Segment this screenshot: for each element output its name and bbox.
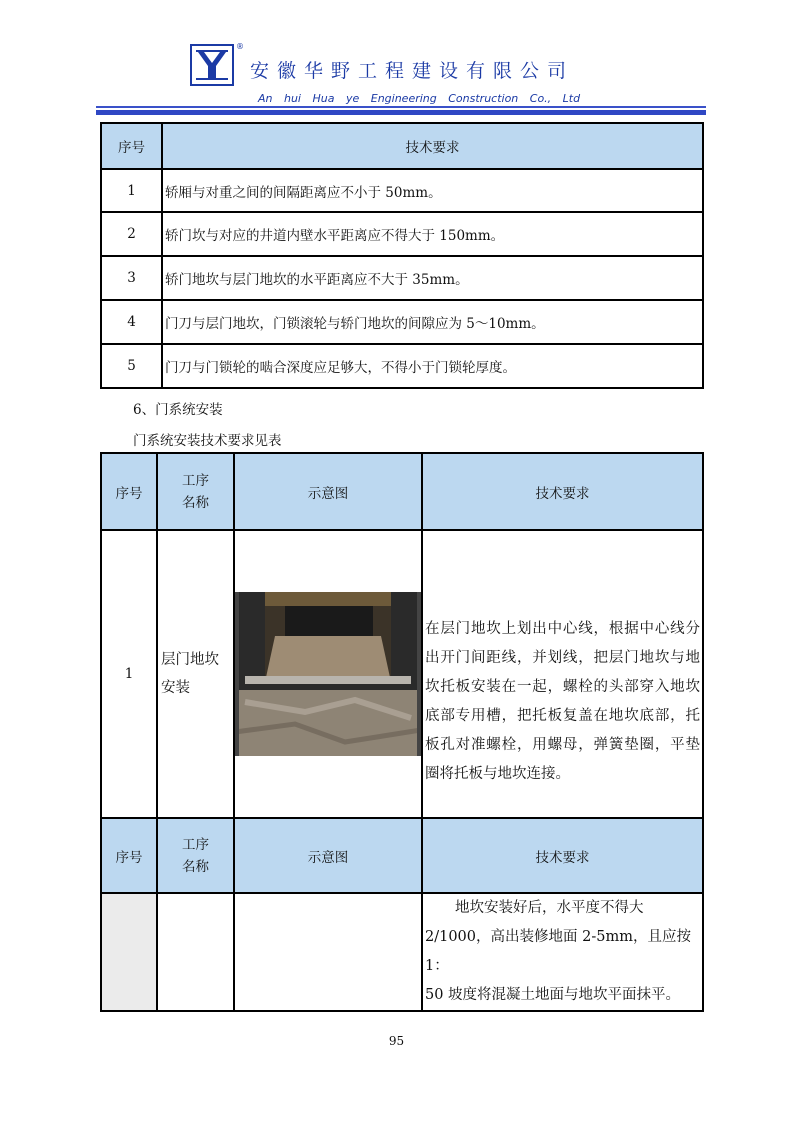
header-cell-no: 序号 xyxy=(101,818,157,893)
page-header xyxy=(0,0,793,120)
table-row xyxy=(101,212,703,256)
header-step-line1: 工序 xyxy=(182,472,209,489)
row-diagram xyxy=(234,530,422,818)
company-logo xyxy=(190,44,234,86)
header-cell-no: 序号 xyxy=(101,123,162,169)
row-number: 1 xyxy=(101,530,157,818)
header-cell-req: 技术要求 xyxy=(422,818,703,893)
row-requirement xyxy=(422,530,703,818)
header-cell-diagram: 示意图 xyxy=(234,818,422,893)
row-step-name xyxy=(157,530,234,818)
step-name-line1: 层门地坎 xyxy=(161,652,219,668)
section-heading: 6、门系统安装 xyxy=(133,402,223,418)
table-row xyxy=(101,256,703,300)
step-name-line2: 安装 xyxy=(161,680,190,696)
row-number: 1 xyxy=(101,169,162,212)
table-row xyxy=(101,530,703,818)
row-number xyxy=(101,893,157,1011)
table-header-row xyxy=(101,818,703,893)
row-requirement xyxy=(422,893,703,1011)
header-cell-step xyxy=(157,453,234,530)
table-row xyxy=(101,300,703,344)
header-cell-req: 技术要求 xyxy=(162,123,703,169)
header-cell-step xyxy=(157,818,234,893)
row-number: 2 xyxy=(101,212,162,256)
company-name-en: An hui Hua ye Engineering Construction Co., Ltd xyxy=(258,92,581,105)
row-requirement: 轿门坎与对应的井道内壁水平距离应不得大于 150mm。 xyxy=(162,212,703,256)
header-cell-no: 序号 xyxy=(101,453,157,530)
requirement-line1: 地坎安装好后，水平度不得大 xyxy=(455,900,644,916)
row-requirement: 轿厢与对重之间的间隔距离应不小于 50mm。 xyxy=(162,169,703,212)
requirements-table xyxy=(100,122,704,389)
requirement-line3: 50 坡度将混凝土地面与地坎平面抹平。 xyxy=(425,987,681,1003)
row-number: 5 xyxy=(101,344,162,388)
header-step-line2: 名称 xyxy=(182,858,209,875)
table-row xyxy=(101,893,703,1011)
row-requirement: 门刀与层门地坎，门锁滚轮与轿门地坎的间隙应为 5～10mm。 xyxy=(162,300,703,344)
table-caption: 门系统安装技术要求见表 xyxy=(133,433,282,449)
requirement-text: 在层门地坎上划出中心线，根据中心线分出开门间距线，并划线，把层门地坎与地坎托板安装在一起，螺栓的头部穿入地坎底部专用槽，把托板复盖在地坎底部，托板孔对准螺栓，用螺母，弹簧垫圈，平垫圈将托板与地坎连接。 xyxy=(425,621,700,782)
table-header-row xyxy=(101,123,703,169)
table-row xyxy=(101,169,703,212)
table-header-row xyxy=(101,453,703,530)
row-diagram xyxy=(234,893,422,1011)
header-step-line2: 名称 xyxy=(182,494,209,511)
header-rule-thick xyxy=(96,110,706,115)
row-number: 3 xyxy=(101,256,162,300)
header-step-line1: 工序 xyxy=(182,836,209,853)
company-name-cn: 安徽华野工程建设有限公司 xyxy=(250,60,575,82)
requirement-line2: 2/1000，高出装修地面 2-5mm，且应按1： xyxy=(425,929,691,974)
door-sill-photo xyxy=(235,592,421,756)
page-number: 95 xyxy=(388,1034,405,1048)
row-step-name xyxy=(157,893,234,1011)
registered-mark: ® xyxy=(236,42,244,51)
row-requirement: 轿门地坎与层门地坎的水平距离应不大于 35mm。 xyxy=(162,256,703,300)
row-requirement: 门刀与门锁轮的啮合深度应足够大，不得小于门锁轮厚度。 xyxy=(162,344,703,388)
header-cell-diagram: 示意图 xyxy=(234,453,422,530)
header-rule-thin xyxy=(96,106,706,108)
table-row xyxy=(101,344,703,388)
header-cell-req: 技术要求 xyxy=(422,453,703,530)
row-number: 4 xyxy=(101,300,162,344)
door-system-table xyxy=(100,452,704,1012)
